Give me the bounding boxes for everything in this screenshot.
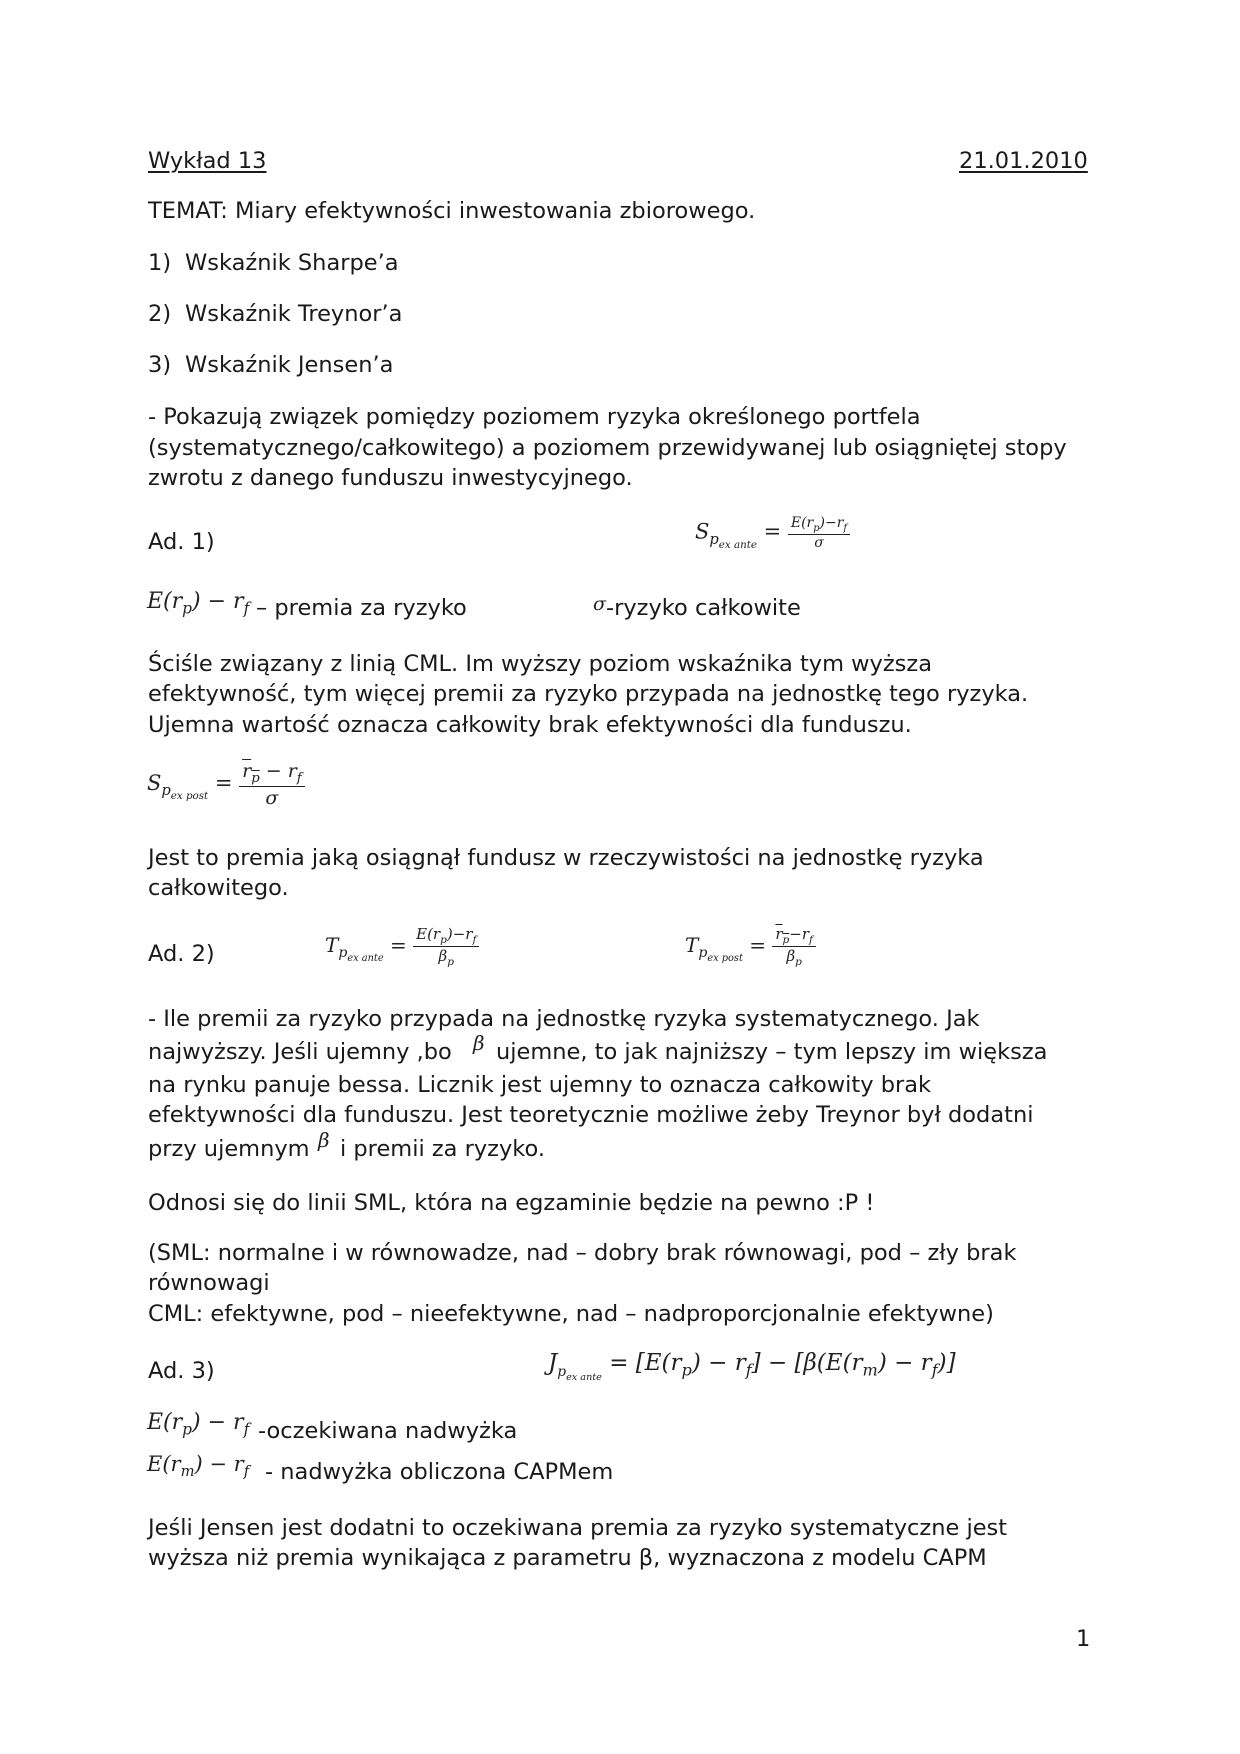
list-item-3: Wskaźnik Jensen’a — [185, 352, 394, 378]
ad2-para-line-4: efektywności dla funduszu. Jest teoretycznie możliwe żeby Treynor był dodatni — [148, 1102, 1034, 1128]
list-item-1: Wskaźnik Sharpe’a — [185, 250, 399, 276]
ad1-para-line-2: efektywność, tym więcej premii za ryzyko przypada na jednostkę tego ryzyka. — [148, 681, 1029, 707]
paren-line-2: równowagi — [148, 1270, 270, 1296]
beta-symbol-2: β — [318, 1128, 330, 1152]
sigma-symbol: σ — [593, 593, 606, 615]
lecture-title: Wykład 13 — [148, 148, 267, 174]
sml-line: Odnosi się do linii SML, która na egzaminie będzie na pewno :P ! — [148, 1190, 875, 1216]
list-item-2-number: 2) — [148, 301, 172, 327]
capm-excess-desc: - nadwyżka obliczona CAPMem — [265, 1459, 614, 1485]
ad2-label: Ad. 2) — [148, 941, 215, 967]
intro-line-1: - Pokazują związek pomiędzy poziomem ryzyka określonego portfela — [148, 404, 921, 430]
ad2-para-line-2a: najwyższy. Jeśli ujemny ,bo — [148, 1039, 452, 1065]
expected-excess-formula: $E(r_p) - r_f$ — [147, 1410, 250, 1439]
page-number: 1 — [1076, 1626, 1091, 1652]
jensen-formula: $J_{p_{ex ante}} = [E(r_p) - r_f] - [\beta(E(r_m) - r_f)]$ — [548, 1350, 956, 1383]
sharpe-ex-ante-formula: $S_{p_{ex ante}}$ = $\frac{E(r_p)-r_f}{\sigma}$ — [695, 515, 850, 551]
paren-line-1: (SML: normalne i w równowadze, nad – dobry brak równowagi, pod – zły brak — [148, 1240, 1017, 1266]
expected-excess-desc: -oczekiwana nadwyżka — [258, 1418, 518, 1444]
ad2-para-line-2b: ujemne, to jak najniższy – tym lepszy im większa — [496, 1039, 1048, 1065]
intro-line-3: zwrotu z danego funduszu inwestycyjnego. — [148, 465, 633, 491]
topic: TEMAT: Miary efektywności inwestowania zbiorowego. — [148, 198, 756, 224]
ad2-para-line-3: na rynku panuje bessa. Licznik jest ujemny to oznacza całkowity brak — [148, 1072, 932, 1098]
risk-premium-desc: – premia za ryzyko — [256, 595, 467, 621]
sharpe-ex-post-formula: $S_{p_{ex post}}$ = $\frac{r_p - r_f}{\sigma}$ — [147, 760, 305, 809]
list-item-1-number: 1) — [148, 250, 172, 276]
beta-symbol: β — [473, 1031, 485, 1055]
risk-premium-formula: $E(r_p) - r_f$ — [147, 589, 250, 618]
ad2-para-line-5b: i premii za ryzyko. — [340, 1136, 546, 1162]
ad2-para-line-5a: przy ujemnym — [148, 1136, 310, 1162]
ad2-para-line-1: - Ile premii za ryzyko przypada na jednostkę ryzyka systematycznego. Jak — [148, 1006, 980, 1032]
ad3-para-line-1: Jeśli Jensen jest dodatni to oczekiwana premia za ryzyko systematyczne jest — [148, 1515, 1008, 1541]
ad3-label: Ad. 3) — [148, 1358, 215, 1384]
ad1-para-line-3: Ujemna wartość oznacza całkowity brak efektywności dla funduszu. — [148, 712, 912, 738]
list-item-2: Wskaźnik Treynor’a — [185, 301, 403, 327]
lecture-date: 21.01.2010 — [959, 148, 1088, 174]
ad1-para-line-1: Ściśle związany z linią CML. Im wyższy poziom wskaźnika tym wyższa — [148, 651, 933, 677]
capm-excess-formula: $E(r_m) - r_f$ — [147, 1452, 250, 1481]
ad1-para2-line-1: Jest to premia jaką osiągnął fundusz w rzeczywistości na jednostkę ryzyka — [148, 845, 984, 871]
treynor-ex-post-formula: $T_{p_{ex post}}$ = $\frac{r_p-r_f}{\beta_p}$ — [685, 925, 816, 968]
ad1-label: Ad. 1) — [148, 529, 215, 555]
sigma-desc: -ryzyko całkowite — [606, 595, 801, 621]
paren-line-3: CML: efektywne, pod – nieefektywne, nad – nadproporcjonalnie efektywne) — [148, 1301, 994, 1327]
intro-line-2: (systematycznego/całkowitego) a poziomem przewidywanej lub osiągniętej stopy — [148, 435, 1067, 461]
ad3-para-line-2: wyższa niż premia wynikająca z parametru β, wyznaczona z modelu CAPM — [148, 1545, 987, 1571]
treynor-ex-ante-formula: $T_{p_{ex ante}}$ = $\frac{E(r_p)-r_f}{\beta_p}$ — [325, 925, 479, 968]
ad1-para2-line-2: całkowitego. — [148, 875, 289, 901]
list-item-3-number: 3) — [148, 352, 172, 378]
